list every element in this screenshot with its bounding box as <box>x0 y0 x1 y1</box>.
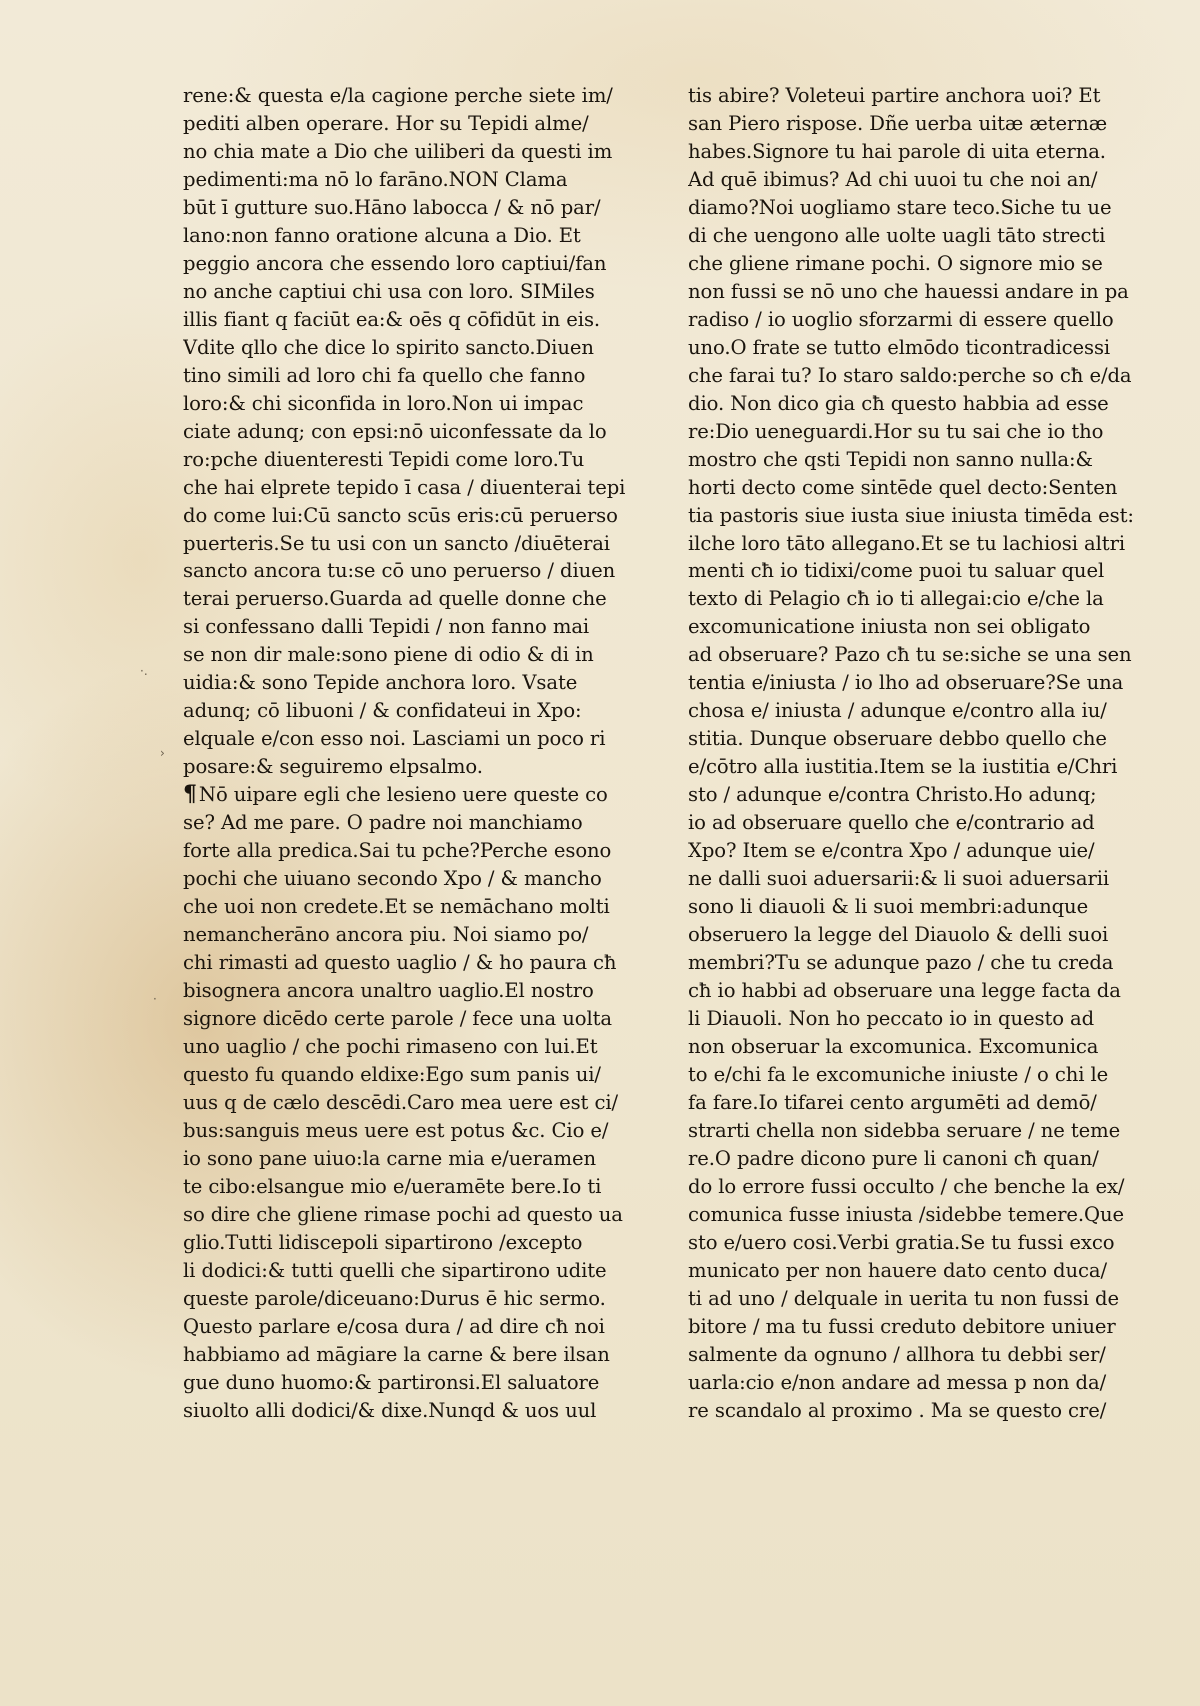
left-column-line-text: io sono pane uiuo:la carne mia e/ueramen <box>183 1146 597 1170</box>
left-column-line-text: bisognera ancora unaltro uaglio.El nostro <box>183 979 594 1002</box>
left-column-line <box>183 725 633 753</box>
left-column-line <box>183 138 633 166</box>
right-column-line <box>688 362 1140 390</box>
right-column-line <box>688 865 1140 893</box>
right-column-line <box>688 446 1140 474</box>
left-column-line <box>183 921 633 949</box>
right-column-line-text: sono li diauoli & li suoi membri:adunque <box>688 895 1089 919</box>
left-column-line-text: chi rimasti ad questo uaglio / & ho paura cħ <box>183 951 617 975</box>
left-column-line <box>183 362 633 390</box>
right-column-line-text: uarla:cio e/non andare ad messa p non da/ <box>688 1370 1107 1394</box>
left-column-line <box>183 334 633 362</box>
right-column-line-text: mostro che qsti Tepidi non sanno nulla:& <box>688 447 1093 471</box>
right-column-line-text: ilche loro tāto allegano.Et se tu lachiosi altri <box>688 531 1126 555</box>
right-column-line-text: non obseruar la excomunica. Excomunica <box>688 1034 1099 1058</box>
right-column-line-text: diamo?Noi uogliamo stare teco.Siche tu ue <box>688 195 1112 219</box>
left-column-line-text: bus:sanguis meus uere est potus &c. Cio e/ <box>183 1118 609 1142</box>
left-column-line <box>183 222 633 250</box>
left-column-line <box>183 809 633 837</box>
right-column-line <box>688 1313 1140 1341</box>
left-column-line-text: te cibo:elsangue mio e/ueramēte bere.Io ti <box>183 1174 602 1198</box>
left-column-line <box>183 1089 633 1117</box>
right-column-line <box>688 977 1140 1005</box>
right-column-line <box>688 697 1140 725</box>
left-column-line-text: būt ī gutture suo.Hāno labocca / & nō par/ <box>183 195 601 219</box>
left-column-line-text: ro:pche diuenteresti Tepidi come loro.Tu <box>183 447 585 471</box>
right-column-line <box>688 585 1140 613</box>
left-column-line-text: si confessano dalli Tepidi / non fanno mai <box>183 615 590 639</box>
right-column-line-text: municato per non hauere dato cento duca/ <box>688 1258 1107 1282</box>
left-column-line <box>183 530 633 558</box>
right-column-line-text: bitore / ma tu fussi creduto debitore uniuer <box>688 1314 1116 1338</box>
right-text-column <box>688 82 1140 1425</box>
left-column-line <box>183 306 633 334</box>
right-column-line <box>688 753 1140 781</box>
left-column-line-text: elquale e/con esso noi. Lasciami un poco ri <box>183 727 606 751</box>
left-column-line <box>183 753 633 781</box>
right-column-line-text: salmente da ognuno / allhora tu debbi ser/ <box>688 1342 1106 1366</box>
left-column-line <box>183 1341 633 1369</box>
left-column-line-text: Vdite qllo che dice lo spirito sancto.Diuen <box>183 335 594 359</box>
right-column-line-text: re:Dio ueneguardi.Hor su tu sai che io tho <box>688 419 1104 443</box>
left-column-line-text: li dodici:& tutti quelli che sipartirono udite <box>183 1258 607 1282</box>
margin-dot-mark: ·. <box>140 664 148 678</box>
left-column-line-text: che hai elprete tepido ī casa / diuenterai tepi <box>183 475 626 499</box>
left-column-line <box>183 1005 633 1033</box>
right-column-line-text: re.O padre dicono pure li canoni cħ quan/ <box>688 1146 1099 1170</box>
right-column-line <box>688 669 1140 697</box>
right-column-line-text: uno.O frate se tutto elmōdo ticontradicessi <box>688 335 1111 359</box>
left-column-line-text: siuolto alli dodici/& dixe.Nunqd & uos uul <box>183 1398 597 1422</box>
left-column-line <box>183 977 633 1005</box>
left-column-line-text: peggio ancora che essendo loro captiui/fan <box>183 251 607 275</box>
right-column-line <box>688 1033 1140 1061</box>
left-column-line-text: Questo parlare e/cosa dura / ad dire cħ noi <box>183 1314 605 1338</box>
left-column-line-text: lano:non fanno oratione alcuna a Dio. Et <box>183 223 581 247</box>
left-column-line-text: posare:& seguiremo elpsalmo. <box>183 755 483 779</box>
left-column-line-text: sancto ancora tu:se cō uno peruerso / diuen <box>183 559 616 583</box>
right-column-line-text: texto di Pelagio cħ io ti allegai:cio e/che la <box>688 587 1104 611</box>
left-column-line-text: uno uaglio / che pochi rimaseno con lui.Et <box>183 1034 598 1058</box>
left-column-line <box>183 474 633 502</box>
right-column-line <box>688 502 1140 530</box>
left-column-line <box>183 110 633 138</box>
left-column-line <box>183 781 633 809</box>
right-column-line <box>688 1285 1140 1313</box>
left-column-line-text: illis fiant q faciūt ea:& oēs q cōfidūt in eis. <box>183 307 601 331</box>
right-column-line-text: habes.Signore tu hai parole di uita eterna. <box>688 139 1106 163</box>
right-column-line <box>688 1369 1140 1397</box>
right-column-line <box>688 781 1140 809</box>
right-column-line-text: excomunicatione iniusta non sei obligato <box>688 615 1091 639</box>
left-column-line <box>183 390 633 418</box>
left-column-line-text: loro:& chi siconfida in loro.Non ui impac <box>183 391 584 415</box>
left-column-line <box>183 697 633 725</box>
left-column-line-text: ciate adunq; con epsi:nō uiconfessate da lo <box>183 419 607 443</box>
margin-tick-mark: › <box>160 746 165 760</box>
right-column-line <box>688 725 1140 753</box>
left-column-line <box>183 250 633 278</box>
left-column-line <box>183 1145 633 1173</box>
margin-dot-mark-lower: · <box>153 992 157 1006</box>
right-column-line <box>688 390 1140 418</box>
left-column-line-text: adunq; cō libuoni / & confidateui in Xpo: <box>183 699 582 723</box>
right-column-line-text: radiso / io uoglio sforzarmi di essere quello <box>688 307 1114 331</box>
right-column-line <box>688 949 1140 977</box>
left-column-line-text: se? Ad me pare. O padre noi manchiamo <box>183 811 583 835</box>
right-column-line-text: obseruero la legge del Diauolo & delli suoi <box>688 923 1109 947</box>
right-column-line <box>688 166 1140 194</box>
left-column-line <box>183 1397 633 1425</box>
right-column-line <box>688 250 1140 278</box>
right-column-line <box>688 613 1140 641</box>
left-column-line-text: pochi che uiuano secondo Xpo / & mancho <box>183 867 602 891</box>
left-column-line-text: no chia mate a Dio che uiliberi da questi im <box>183 139 613 163</box>
left-column-line <box>183 837 633 865</box>
left-column-line <box>183 893 633 921</box>
left-column-line-text: terai peruerso.Guarda ad quelle donne che <box>183 587 607 611</box>
left-column-line-text: gue duno huomo:& partironsi.El saluatore <box>183 1370 600 1394</box>
left-column-line <box>183 278 633 306</box>
right-column-line-text: ad obseruare? Pazo cħ tu se:siche se una sen <box>688 643 1132 667</box>
right-column-line-text: ne dalli suoi aduersarii:& li suoi aduersarii <box>688 867 1110 891</box>
left-column-line-text: uus q de cælo descēdi.Caro mea uere est ci/ <box>183 1090 618 1114</box>
right-column-line <box>688 306 1140 334</box>
left-column-line-text: glio.Tutti lidiscepoli sipartirono /excepto <box>183 1230 583 1254</box>
left-column-line <box>183 502 633 530</box>
right-column-line <box>688 1117 1140 1145</box>
right-column-line-text: dio. Non dico gia cħ questo habbia ad esse <box>688 391 1109 415</box>
right-column-line-text: sto e/uero cosi.Verbi gratia.Se tu fussi exco <box>688 1230 1115 1254</box>
right-column-line-text: e/cōtro alla iustitia.Item se la iustitia e/Chri <box>688 755 1118 779</box>
right-column-line <box>688 418 1140 446</box>
right-column-line <box>688 1061 1140 1089</box>
left-column-line-text: signore dicēdo certe parole / fece una uolta <box>183 1006 612 1030</box>
right-column-line-text: horti decto come sintēde quel decto:Senten <box>688 475 1118 499</box>
left-column-line <box>183 446 633 474</box>
right-column-line-text: tis abire? Voleteui partire anchora uoi? Et <box>688 84 1101 107</box>
right-column-line <box>688 1145 1140 1173</box>
right-column-line-text: io ad obseruare quello che e/contrario ad <box>688 811 1095 835</box>
right-column-line-text: fa fare.Io tifarei cento argumēti ad demō/ <box>688 1090 1097 1114</box>
right-column-line <box>688 82 1140 110</box>
left-column-line-text: habbiamo ad māgiare la carne & bere ilsan <box>183 1342 610 1366</box>
left-column-line-text: puerteris.Se tu usi con un sancto /diuēterai <box>183 531 610 555</box>
right-column-line <box>688 530 1140 558</box>
right-column-line-text: menti cħ io tidixi/come puoi tu saluar quel <box>688 559 1105 583</box>
left-column-line <box>183 1117 633 1145</box>
right-column-line <box>688 334 1140 362</box>
right-column-line <box>688 1173 1140 1201</box>
right-column-line-text: chosa e/ iniusta / adunque e/contro alla iu/ <box>688 699 1107 723</box>
left-column-line-text: nemancherāno ancora piu. Noi siamo po/ <box>183 923 589 947</box>
left-column-line <box>183 418 633 446</box>
left-text-column <box>183 82 633 1425</box>
right-column-line <box>688 893 1140 921</box>
right-column-line <box>688 110 1140 138</box>
left-column-line <box>183 641 633 669</box>
right-column-line-text: cħ io habbi ad obseruare una legge facta da <box>688 979 1121 1002</box>
right-column-line <box>688 837 1140 865</box>
left-column-line <box>183 613 633 641</box>
right-column-line <box>688 194 1140 222</box>
right-column-line-text: Xpo? Item se e/contra Xpo / adunque uie/ <box>688 839 1095 863</box>
left-column-line-text: do come lui:Cū sancto scūs eris:cū peruerso <box>183 503 618 527</box>
left-column-line-text: so dire che gliene rimase pochi ad questo ua <box>183 1202 623 1226</box>
left-column-line <box>183 166 633 194</box>
right-column-line-text: che gliene rimane pochi. O signore mio se <box>688 251 1103 275</box>
right-column-line-text: re scandalo al proximo . Ma se questo cre/ <box>688 1398 1107 1422</box>
left-column-line <box>183 1061 633 1089</box>
left-column-line-text: pedimenti:ma nō lo farāno.NON Clama <box>183 167 568 191</box>
right-column-line-text: membri?Tu se adunque pazo / che tu creda <box>688 951 1114 975</box>
right-column-line-text: to e/chi fa le excomuniche iniuste / o chi le <box>688 1062 1109 1086</box>
right-column-line-text: ti ad uno / delquale in uerita tu non fussi de <box>688 1286 1119 1310</box>
right-column-line-text: san Piero rispose. Dñe uerba uitæ æternæ <box>688 111 1108 135</box>
left-column-line <box>183 1285 633 1313</box>
left-column-line-text: tino simili ad loro chi fa quello che fanno <box>183 363 586 387</box>
right-column-line <box>688 138 1140 166</box>
left-column-line-text: questo fu quando eldixe:Ego sum panis ui/ <box>183 1062 601 1086</box>
right-column-line-text: tentia e/iniusta / io lho ad obseruare?Se una <box>688 671 1124 695</box>
left-column-line <box>183 557 633 585</box>
left-column-line-text: queste parole/diceuano:Durus ē hic sermo. <box>183 1286 606 1310</box>
right-column-line-text: comunica fusse iniusta /sidebbe temere.Que <box>688 1202 1125 1226</box>
right-column-line-text: li Diauoli. Non ho peccato io in questo ad <box>688 1006 1095 1030</box>
left-column-line <box>183 1173 633 1201</box>
left-column-line-text: se non dir male:sono piene di odio & di in <box>183 643 594 667</box>
left-column-line-text: Nō uipare egli che lesieno uere queste co <box>198 783 608 807</box>
right-column-line-text: che farai tu? Io staro saldo:perche so cħ e/da <box>688 363 1132 387</box>
left-column-line <box>183 82 633 110</box>
left-column-line <box>183 1229 633 1257</box>
right-column-line <box>688 1397 1140 1425</box>
left-column-line <box>183 669 633 697</box>
right-column-line-text: non fussi se nō uno che hauessi andare in pa <box>688 279 1129 303</box>
right-column-line <box>688 222 1140 250</box>
right-column-line <box>688 1229 1140 1257</box>
right-column-line-text: strarti chella non sidebba seruare / ne teme <box>688 1118 1121 1142</box>
left-column-line <box>183 1033 633 1061</box>
left-column-line <box>183 585 633 613</box>
left-column-line <box>183 1369 633 1397</box>
left-column-line <box>183 1313 633 1341</box>
left-column-line-text: che uoi non credete.Et se nemāchano molti <box>183 895 610 919</box>
left-column-line <box>183 949 633 977</box>
right-column-line-text: Ad quē ibimus? Ad chi uuoi tu che noi an/ <box>688 167 1098 191</box>
right-column-line <box>688 1341 1140 1369</box>
right-column-line <box>688 1257 1140 1285</box>
left-column-line <box>183 194 633 222</box>
left-column-line-text: no anche captiui chi usa con loro. SIMiles <box>183 279 595 303</box>
right-column-line-text: stitia. Dunque obseruare debbo quello che <box>688 727 1107 751</box>
right-column-line <box>688 1089 1140 1117</box>
right-column-line <box>688 557 1140 585</box>
left-column-line-text: pediti alben operare. Hor su Tepidi alme/ <box>183 111 589 135</box>
left-column-line <box>183 865 633 893</box>
right-column-line <box>688 921 1140 949</box>
right-column-line <box>688 641 1140 669</box>
right-column-line-text: di che uengono alle uolte uagli tāto strecti <box>688 223 1106 247</box>
left-column-line-text: forte alla predica.Sai tu pche?Perche esono <box>183 839 612 863</box>
left-column-line <box>183 1201 633 1229</box>
right-column-line <box>688 474 1140 502</box>
left-column-line <box>183 1257 633 1285</box>
right-column-line-text: sto / adunque e/contra Christo.Ho adunq; <box>688 783 1097 807</box>
right-column-line-text: tia pastoris siue iusta siue iniusta timēda est: <box>688 503 1134 527</box>
right-column-line <box>688 1005 1140 1033</box>
left-column-line-text: rene:& questa e/la cagione perche siete im/ <box>183 84 613 107</box>
right-column-line <box>688 809 1140 837</box>
right-column-line <box>688 278 1140 306</box>
paragraph-mark: ¶ <box>183 781 197 808</box>
right-column-line-text: do lo errore fussi occulto / che benche la ex/ <box>688 1174 1125 1198</box>
right-column-line <box>688 1201 1140 1229</box>
left-column-line-text: uidia:& sono Tepide anchora loro. Vsate <box>183 671 578 695</box>
